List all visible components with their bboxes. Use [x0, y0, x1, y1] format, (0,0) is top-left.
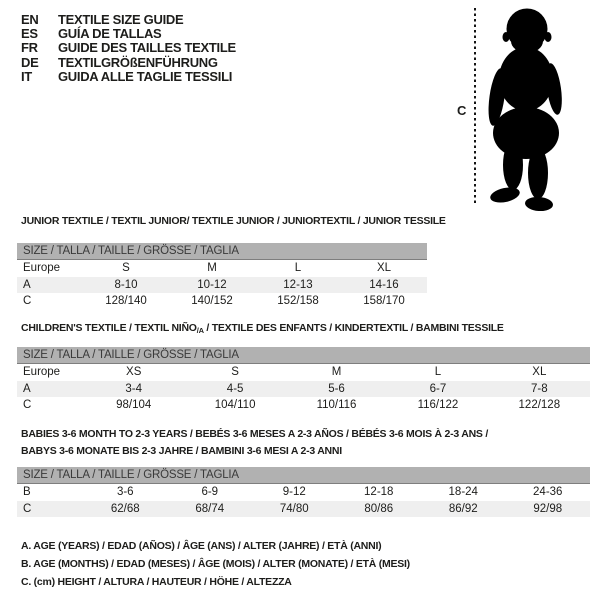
table-row-age	[17, 277, 427, 294]
language-code: EN	[21, 12, 39, 27]
table-cell: 122/128	[518, 399, 561, 411]
table-cell: 92/98	[533, 502, 563, 515]
table-cell: A	[23, 278, 31, 291]
table-cell: 12-13	[283, 278, 313, 291]
language-label: TEXTILE SIZE GUIDE	[58, 12, 184, 27]
height-measure-label: C	[457, 103, 467, 118]
table-cell: L	[434, 366, 442, 378]
table-cell: 116/122	[417, 399, 459, 411]
table-cell: M	[331, 366, 342, 378]
table-cell: XL	[376, 262, 392, 274]
table-cell: C	[23, 295, 32, 307]
table-cell: A	[23, 382, 31, 395]
language-label: GUIDA ALLE TAGLIE TESSILI	[58, 68, 233, 84]
language-code: FR	[21, 40, 38, 56]
language-row-de	[21, 56, 236, 70]
table-cell: 68/74	[195, 502, 225, 515]
table-cell: 4-5	[226, 382, 244, 395]
size-header-bar: SIZE / TALLA / TAILLE / GRÖSSE / TAGLIA	[17, 243, 427, 260]
babies-textile-table	[17, 426, 590, 517]
language-code: DE	[21, 54, 39, 70]
table-cell: B	[23, 486, 31, 498]
table-cell: 6-7	[429, 382, 447, 395]
table-row-height	[17, 397, 590, 414]
table-row-height	[17, 501, 590, 518]
table-cell: Europe	[23, 262, 61, 274]
table-cell: 5-6	[328, 382, 345, 395]
table-cell: S	[122, 262, 130, 274]
title-subscript: /A	[196, 326, 204, 335]
title-text: / TEXTILE DES ENFANTS / KINDERTEXTIL / BAMBINI TESSILE	[203, 322, 504, 334]
title-line-1: BABIES 3-6 MONTH TO 2-3 YEARS / BEBÉS 3-6 MESES A 2-3 AÑOS / BÉBÉS 3-6 MOIS À 2-3 ANS /	[21, 428, 489, 440]
size-header-bar: SIZE / TALLA / TAILLE / GRÖSSE / TAGLIA	[17, 347, 590, 364]
footnote-b: B. AGE (MONTHS) / EDAD (MESES) / ÂGE (MOIS) / ALTER (MONATE) / ETÀ (MESI)	[21, 558, 410, 571]
footnote-c: C. (cm) HEIGHT / ALTURA / HAUTEUR / HÖHE / ALTEZZA	[21, 576, 292, 589]
table-cell: 158/170	[363, 295, 405, 307]
table-cell: 24-36	[533, 486, 563, 498]
title-text: CHILDREN'S TEXTILE / TEXTIL NIÑO	[21, 322, 197, 334]
table-row-height	[17, 293, 427, 310]
footnote-a: A. AGE (YEARS) / EDAD (AÑOS) / ÂGE (ANS) / ALTER (JAHRE) / ETÀ (ANNI)	[21, 540, 382, 552]
table-cell: 8-10	[114, 278, 138, 291]
title-line-2: BABYS 3-6 MONATE BIS 2-3 JAHRE / BAMBINI 3-6 MESI A 2-3 ANNI	[21, 444, 342, 457]
language-label: GUIDE DES TAILLES TEXTILE	[58, 40, 236, 56]
language-label: GUÍA DE TALLAS	[58, 26, 162, 42]
junior-table-title: JUNIOR TEXTILE / TEXTIL JUNIOR/ TEXTILE JUNIOR / JUNIORTEXTIL / JUNIOR TESSILE	[21, 215, 446, 227]
table-cell: 3-6	[116, 486, 134, 498]
table-row-europe	[17, 364, 590, 381]
table-cell: 152/158	[277, 295, 319, 307]
language-code: ES	[21, 26, 38, 42]
table-cell: 104/110	[214, 399, 256, 411]
language-row-es	[21, 27, 236, 41]
table-cell: 12-18	[364, 486, 394, 498]
language-code: IT	[21, 68, 32, 84]
table-cell: 10-12	[197, 278, 227, 291]
table-cell: 6-9	[201, 486, 219, 498]
table-cell: S	[231, 366, 239, 378]
table-cell: 98/104	[116, 399, 152, 411]
junior-textile-table	[17, 215, 446, 310]
footnotes-legend	[21, 537, 410, 592]
baby-toddler-silhouette-icon	[486, 7, 564, 211]
language-row-fr	[21, 41, 236, 55]
table-cell: 74/80	[279, 502, 309, 515]
table-cell: 9-12	[282, 486, 306, 498]
table-cell: 128/140	[105, 295, 147, 307]
table-cell: 18-24	[448, 486, 478, 498]
table-cell: XS	[126, 366, 142, 378]
size-header-bar: SIZE / TALLA / TAILLE / GRÖSSE / TAGLIA	[17, 467, 590, 484]
table-cell: 86/92	[448, 502, 478, 515]
table-cell: 140/152	[191, 295, 233, 307]
language-row-en	[21, 13, 236, 27]
table-cell: Europe	[23, 366, 61, 378]
language-guide-list	[21, 13, 236, 84]
childrens-textile-table	[17, 322, 590, 414]
table-cell: 14-16	[369, 278, 399, 291]
table-row-age-months	[17, 484, 590, 501]
table-cell: 7-8	[531, 382, 548, 395]
table-row-age	[17, 381, 590, 398]
table-cell: C	[23, 502, 32, 515]
table-cell: L	[294, 262, 302, 274]
table-row-europe	[17, 260, 427, 277]
language-row-it	[21, 70, 236, 84]
table-cell: 3-4	[125, 382, 143, 395]
table-cell: C	[23, 399, 32, 411]
table-cell: M	[207, 262, 217, 274]
table-cell: XL	[532, 366, 547, 378]
babies-table-title	[21, 426, 590, 459]
table-cell: 110/116	[316, 399, 357, 411]
language-label: TEXTILGRÖßENFÜHRUNG	[58, 54, 218, 70]
table-cell: 62/68	[110, 502, 140, 515]
table-cell: 80/86	[364, 502, 394, 515]
height-measure-dashed-line	[474, 8, 476, 205]
childrens-table-title	[21, 322, 590, 335]
